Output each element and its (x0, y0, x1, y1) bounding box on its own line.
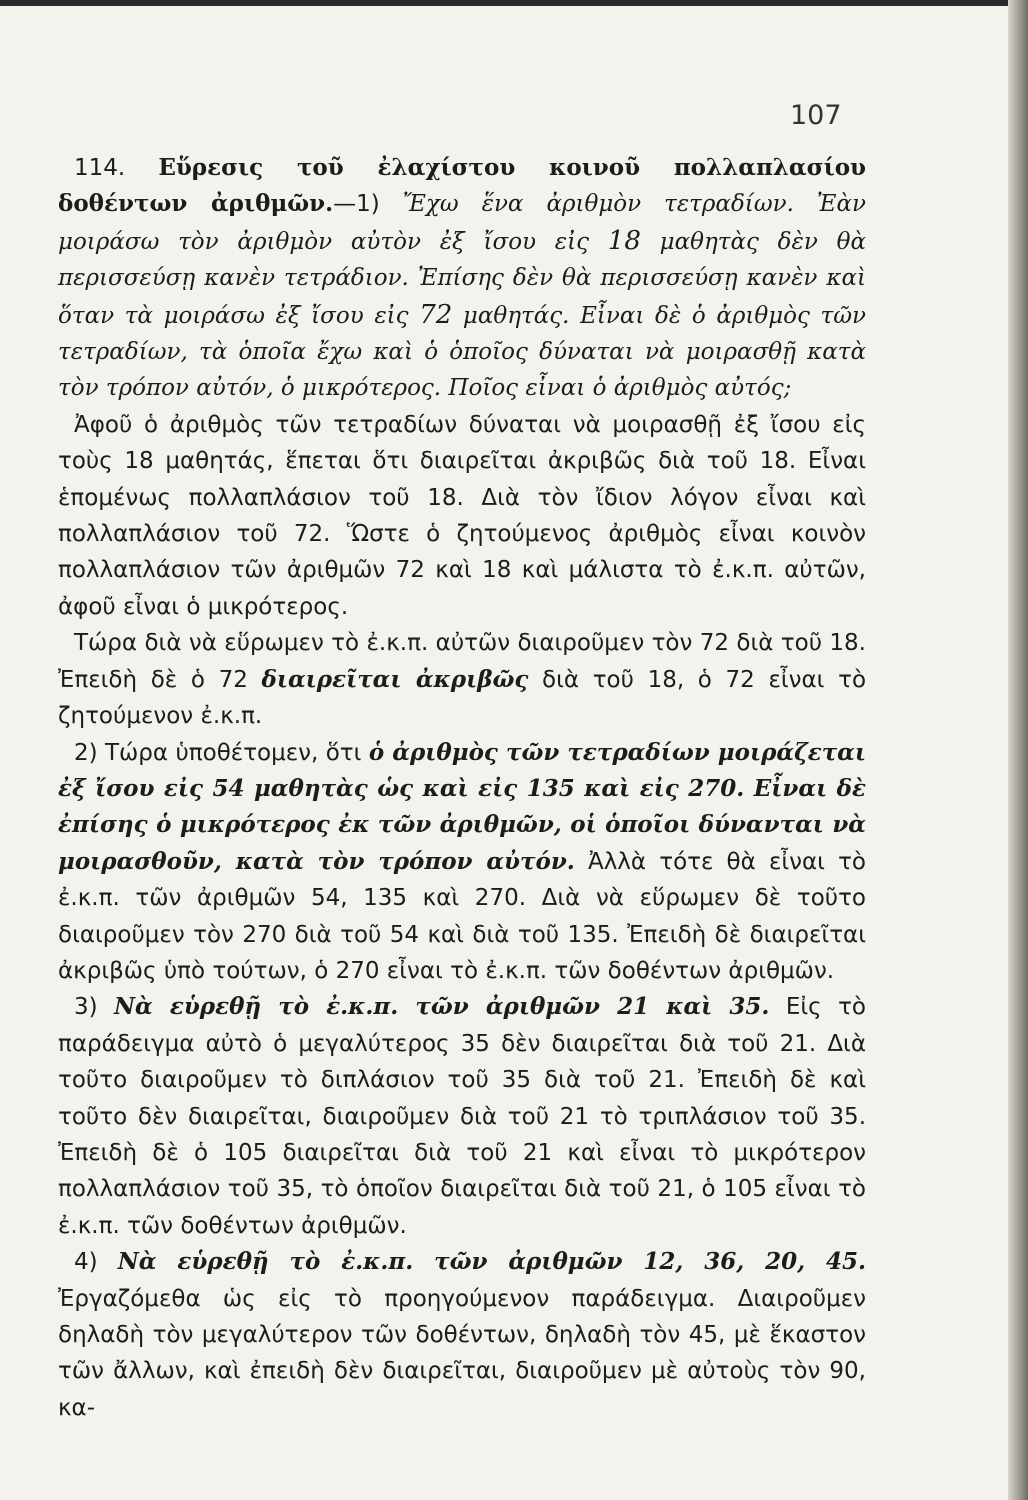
problem-text-b: μαθητὰς δὲν θὰ περισσεύσῃ κανὲν τετράδιον. Ἐπίσης δὲν θὰ περισσεύσῃ κανὲν καὶ ὅταν τὰ μοιράσω ἐξ ἴσου εἰς (58, 228, 866, 329)
example-2-paragraph (58, 735, 866, 990)
number-18: 18 (607, 225, 641, 256)
section-114 (58, 150, 866, 407)
lcm-72-emphasis: διαιρεῖται ἀκριβῶς (261, 665, 529, 693)
example-4-paragraph (58, 1244, 866, 1426)
example-4-number: 4) (74, 1249, 118, 1276)
lcm-72-text-c: διὰ τοῦ 18, ὁ 72 εἶναι τὸ ζητούμενον ἐ.κ.π. (58, 666, 867, 730)
section-heading: Εὕρεσις τοῦ ἐλαχίστου κοινοῦ πολλαπλασίου δοθέντων ἀριθμῶν. (58, 154, 867, 218)
example-2-statement: ὁ ἀριθμὸς τῶν τετραδίων μοιράζεται ἐξ ἴσου εἰς 54 μαθητὰς ὡς καὶ εἰς 135 καὶ εἰς 270. Εἶναι δὲ ἐπίσης ὁ μικρότερος ἐκ τῶν ἀριθμῶν, οἱ ὁποῖοι δύνανται νὰ μοιρασθοῦν, κατὰ τὸν τρόπον αὐτόν. (58, 738, 866, 875)
scan-page-edge (1008, 0, 1028, 1500)
page-body (58, 150, 866, 1426)
example-3-number: 3) (74, 994, 115, 1021)
answer-paragraph: Ἀφοῦ ὁ ἀριθμὸς τῶν τετραδίων δύναται νὰ μοιρασθῇ ἐξ ἴσου εἰς τοὺς 18 μαθητάς, ἕπεται ὅτι διαιρεῖται ἀκριβῶς διὰ τοῦ 18. Εἶναι ἑπομένως πολλαπλάσιον τοῦ 18. Διὰ τὸν ἴδιον λόγον εἶναι καὶ πολλαπλάσιον τοῦ 72. Ὥστε ὁ ζητούμενος ἀριθμὸς εἶναι κοινὸν πολλαπλάσιον τῶν ἀριθμῶν 72 καὶ 18 καὶ μάλιστα τὸ ἐ.κ.π. αὐτῶν, ἀφοῦ εἶναι ὁ μικρότερος. (58, 411, 866, 620)
example-3-paragraph (58, 989, 866, 1244)
lcm-72-text-a: Τώρα διὰ νὰ εὕρωμεν τὸ ἐ.κ.π. αὐτῶν διαιροῦμεν τὸν 72 διὰ τοῦ 18. Ἐπειδὴ δὲ ὁ 72 (58, 630, 866, 693)
example-3-title: Νὰ εὑρεθῇ τὸ ἐ.κ.π. τῶν ἀριθμῶν 21 καὶ 35. (114, 993, 770, 1021)
example-4-title: Νὰ εὑρεθῇ τὸ ἐ.κ.π. τῶν ἀριθμῶν 12, 36, 20, 45. (117, 1248, 866, 1276)
example-label: —1) (333, 191, 403, 218)
example-3-solution: Εἰς τὸ παράδειγμα αὐτὸ ὁ μεγαλύτερος 35 δὲν διαιρεῖται διὰ τοῦ 21. Διὰ τοῦτο διαιροῦμεν τὸ διπλάσιον τοῦ 35 διὰ τοῦ 21. Ἐπειδὴ δὲ καὶ τοῦτο δὲν διαιρεῖται, διαιροῦμεν διὰ τοῦ 21 τὸ τριπλάσιον τοῦ 35. Ἐπειδὴ δὲ ὁ 105 διαιρεῖται διὰ τοῦ 21 καὶ εἶναι τὸ μικρότερον πολλαπλάσιον τοῦ 35, τὸ ὁποῖον διαιρεῖται διὰ τοῦ 21, ὁ 105 εἶναι τὸ ἐ.κ.π. τῶν δοθέντων ἀριθμῶν. (58, 994, 866, 1239)
example-2-solution: Ἀλλὰ τότε θὰ εἶναι τὸ ἐ.κ.π. τῶν ἀριθμῶν 54, 135 καὶ 270. Διὰ νὰ εὕρωμεν δὲ τοῦτο διαιροῦμεν τὸν 270 διὰ τοῦ 54 καὶ διὰ τοῦ 135. Ἐπειδὴ δὲ διαιρεῖται ἀκριβῶς ὑπὸ τούτων, ὁ 270 εἶναι τὸ ἐ.κ.π. τῶν δοθέντων ἀριθμῶν. (58, 848, 867, 984)
problem-text-c: μαθητάς. Εἶναι δὲ ὁ ἀριθμὸς τῶν τετραδίων, τὰ ὁποῖα ἔχω καὶ ὁ ὁποῖος δύναται νὰ μοιρασθῇ κατὰ τὸν τρόπον αὐτόν, ὁ μικρότερος. Ποῖος εἶναι ὁ ἀριθμὸς αὐτός; (58, 302, 866, 402)
number-72: 72 (419, 299, 453, 330)
problem-text-a: Ἔχω ἕνα ἀριθμὸν τετραδίων. Ἐὰν μοιράσω τὸν ἀριθμὸν αὐτὸν ἐξ ἴσου εἰς (58, 191, 866, 255)
section-number: 114. (74, 155, 126, 181)
page-number: 107 (790, 100, 842, 131)
lcm-72-paragraph (58, 625, 866, 734)
scan-top-border (0, 0, 1028, 6)
example-4-solution: Ἐργαζόμεθα ὡς εἰς τὸ προηγούμενον παράδειγμα. Διαιροῦμεν δηλαδὴ τὸν μεγαλύτερον τῶν δοθέντων, δηλαδὴ τὸν 45, μὲ ἕκαστον τῶν ἄλλων, καὶ ἐπειδὴ δὲν διαιρεῖται, διαιροῦμεν μὲ αὐτοὺς τὸν 90, κα- (58, 1285, 866, 1421)
example-2-lead: 2) Τώρα ὑποθέτομεν, ὅτι (74, 739, 369, 766)
